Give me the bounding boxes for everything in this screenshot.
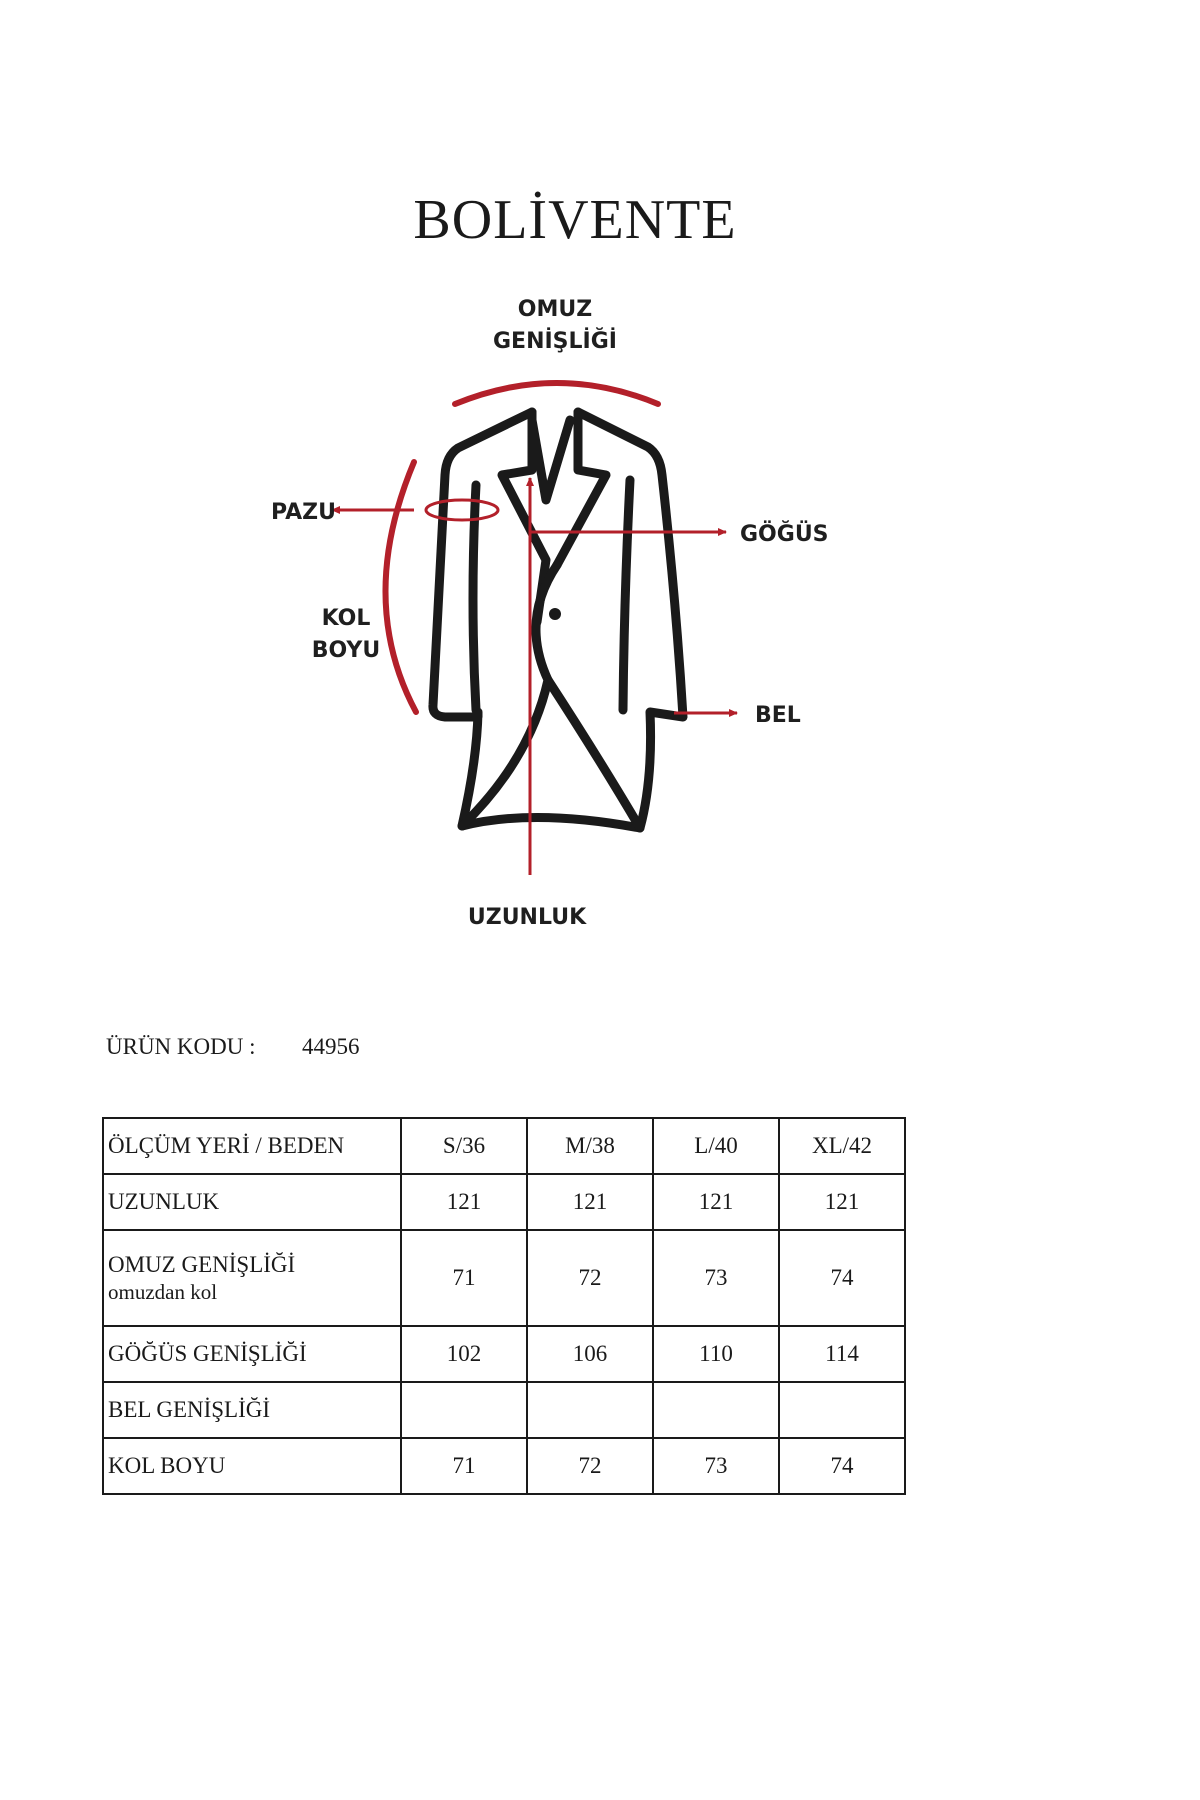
value-cell: 74 (779, 1438, 905, 1494)
chest-label: GÖĞÜS (740, 522, 829, 547)
table-row (103, 1382, 905, 1438)
row-label-cell (103, 1326, 401, 1382)
shoulder-label-line1: OMUZ (517, 297, 593, 322)
row-label: UZUNLUK (108, 1189, 220, 1214)
value-cell: 106 (527, 1326, 653, 1382)
table-row (103, 1438, 905, 1494)
table-row (103, 1326, 905, 1382)
row-label: GÖĞÜS GENİŞLİĞİ (108, 1341, 307, 1366)
row-label: BEL GENİŞLİĞİ (108, 1397, 271, 1422)
waist-label: BEL (755, 703, 801, 728)
value-cell: 72 (527, 1438, 653, 1494)
header-size-cell: L/40 (653, 1118, 779, 1174)
value-cell: 121 (653, 1174, 779, 1230)
table-row (103, 1230, 905, 1326)
value-cell: 71 (401, 1438, 527, 1494)
row-label: OMUZ GENİŞLİĞİ (108, 1251, 296, 1277)
value-cell: 121 (779, 1174, 905, 1230)
table-header-row (103, 1118, 905, 1174)
sleeve-length-arc (385, 462, 416, 712)
value-cell: 110 (653, 1326, 779, 1382)
shoulder-width-arc (455, 383, 658, 404)
header-size-cell: XL/42 (779, 1118, 905, 1174)
value-cell: 121 (527, 1174, 653, 1230)
button-dot (549, 608, 561, 620)
value-cell: 73 (653, 1230, 779, 1326)
value-cell (527, 1382, 653, 1438)
bicep-ellipse (426, 500, 498, 520)
value-cell (653, 1382, 779, 1438)
table-row (103, 1174, 905, 1230)
value-cell: 74 (779, 1230, 905, 1326)
value-cell: 102 (401, 1326, 527, 1382)
row-label-cell (103, 1438, 401, 1494)
shoulder-label-line2: GENİŞLİĞİ (493, 329, 617, 354)
length-label: UZUNLUK (467, 905, 587, 930)
value-cell: 114 (779, 1326, 905, 1382)
product-code-label: ÜRÜN KODU : (106, 1034, 256, 1059)
sleeve-label-line1: KOL (321, 606, 371, 631)
value-cell (779, 1382, 905, 1438)
header-label-cell: ÖLÇÜM YERİ / BEDEN (103, 1118, 401, 1174)
sleeve-label-line2: BOYU (311, 638, 381, 663)
header-size-cell: M/38 (527, 1118, 653, 1174)
row-label-cell (103, 1382, 401, 1438)
size-chart-table (102, 1117, 906, 1495)
value-cell: 121 (401, 1174, 527, 1230)
value-cell: 71 (401, 1230, 527, 1326)
row-sub-label: omuzdan kol (108, 1279, 218, 1304)
value-cell: 72 (527, 1230, 653, 1326)
row-label: KOL BOYU (108, 1453, 226, 1478)
product-code-value: 44956 (302, 1034, 360, 1059)
value-cell: 73 (653, 1438, 779, 1494)
brand-logo: BOLİVENTE (413, 189, 737, 251)
header-size-cell: S/36 (401, 1118, 527, 1174)
bicep-label: PAZU (271, 500, 336, 525)
row-label-cell (103, 1174, 401, 1230)
value-cell (401, 1382, 527, 1438)
row-label-cell (103, 1230, 401, 1326)
coat-icon (433, 412, 683, 828)
